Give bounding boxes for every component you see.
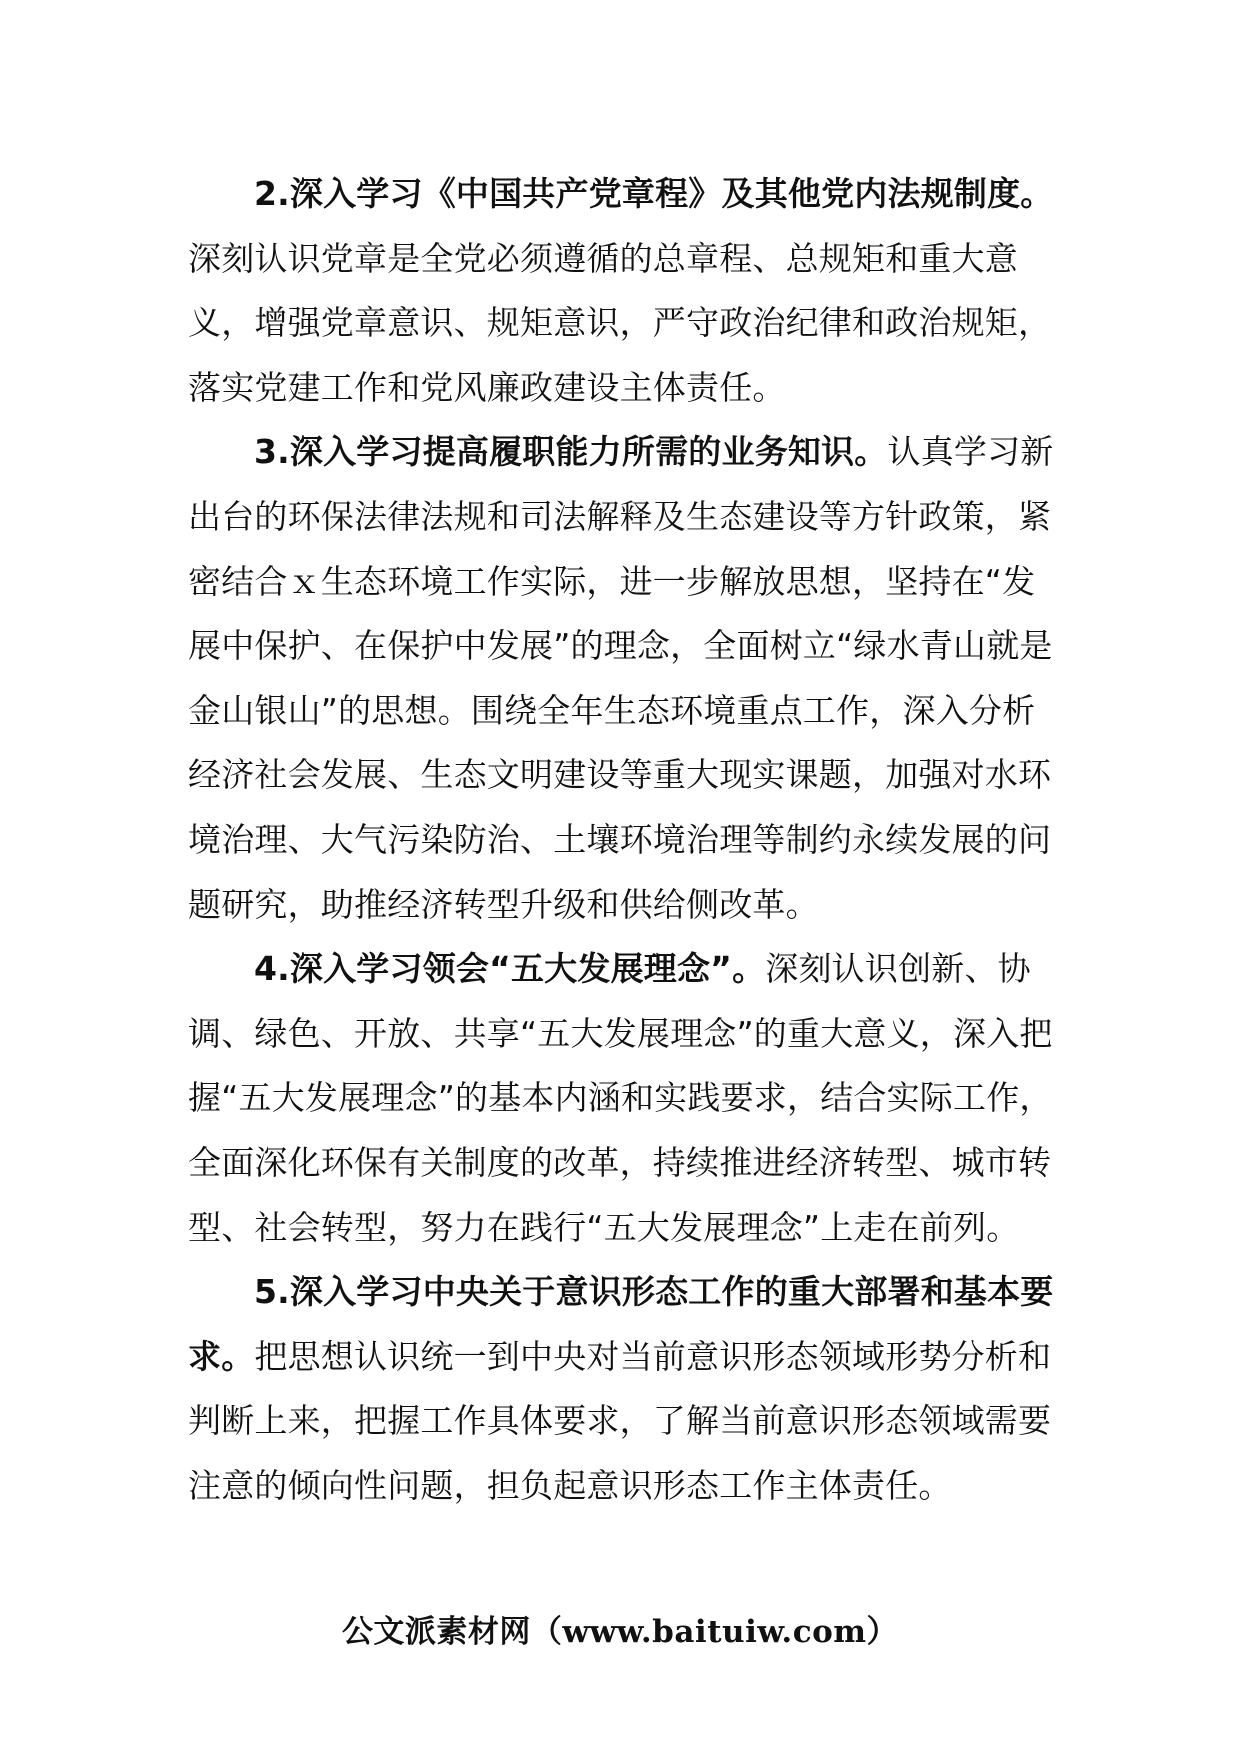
footer-watermark: 公文派素材网（www.baituiw.com） (341, 1614, 899, 1650)
paragraph-text: 把思想认识统一到中央对当前意识形态领域形势分析和判断上来，把握工作具体要求，了解当前意识形态领域需要注意的倾向性问题，担负起意识形态工作主体责任。 (188, 1336, 1052, 1505)
paragraph-2 (188, 162, 1068, 420)
paragraph-3 (188, 420, 1068, 937)
paragraph-text: 深刻认识创新、协调、绿色、开放、共享“五大发展理念”的重大意义，深入把握“五大发展理念”的基本内涵和实践要求，结合实际工作，全面深化环保有关制度的改革，持续推进经济转型、城市转型、社会转型，努力在践行“五大发展理念”上走在前列。 (188, 949, 1053, 1247)
paragraph-5 (188, 1260, 1068, 1518)
paragraph-text: 认真学习新出台的环保法律法规和司法解释及生态建设等方针政策，紧密结合ｘ生态环境工作实际，进一步解放思想，坚持在“发展中保护、在保护中发展”的理念，全面树立“绿水青山就是金山银山”的思想。围绕全年生态环境重点工作，深入分析经济社会发展、生态文明建设等重大现实课题，加强对水环境治理、大气污染防治、土壤环境治理等制约永续发展的问题研究，助推经济转型升级和供给侧改革。 (188, 432, 1054, 924)
paragraph-heading: 4.深入学习领会“五大发展理念”。 (254, 949, 766, 989)
paragraph-heading: 3.深入学习提高履职能力所需的业务知识。 (254, 432, 888, 472)
paragraph-text: 深刻认识党章是全党必须遵循的总章程、总规矩和重大意义，增强党章意识、规矩意识，严守政治纪律和政治规矩，落实党建工作和党风廉政建设主体责任。 (188, 238, 1052, 407)
paragraph-4 (188, 937, 1068, 1260)
paragraph-heading: 5.深入学习中央关于意识形态工作的重大部署和基本要求。 (188, 1272, 1054, 1376)
document-body (188, 162, 1068, 1518)
paragraph-heading: 2.深入学习《中国共产党章程》及其他党内法规制度。 (254, 174, 1054, 213)
